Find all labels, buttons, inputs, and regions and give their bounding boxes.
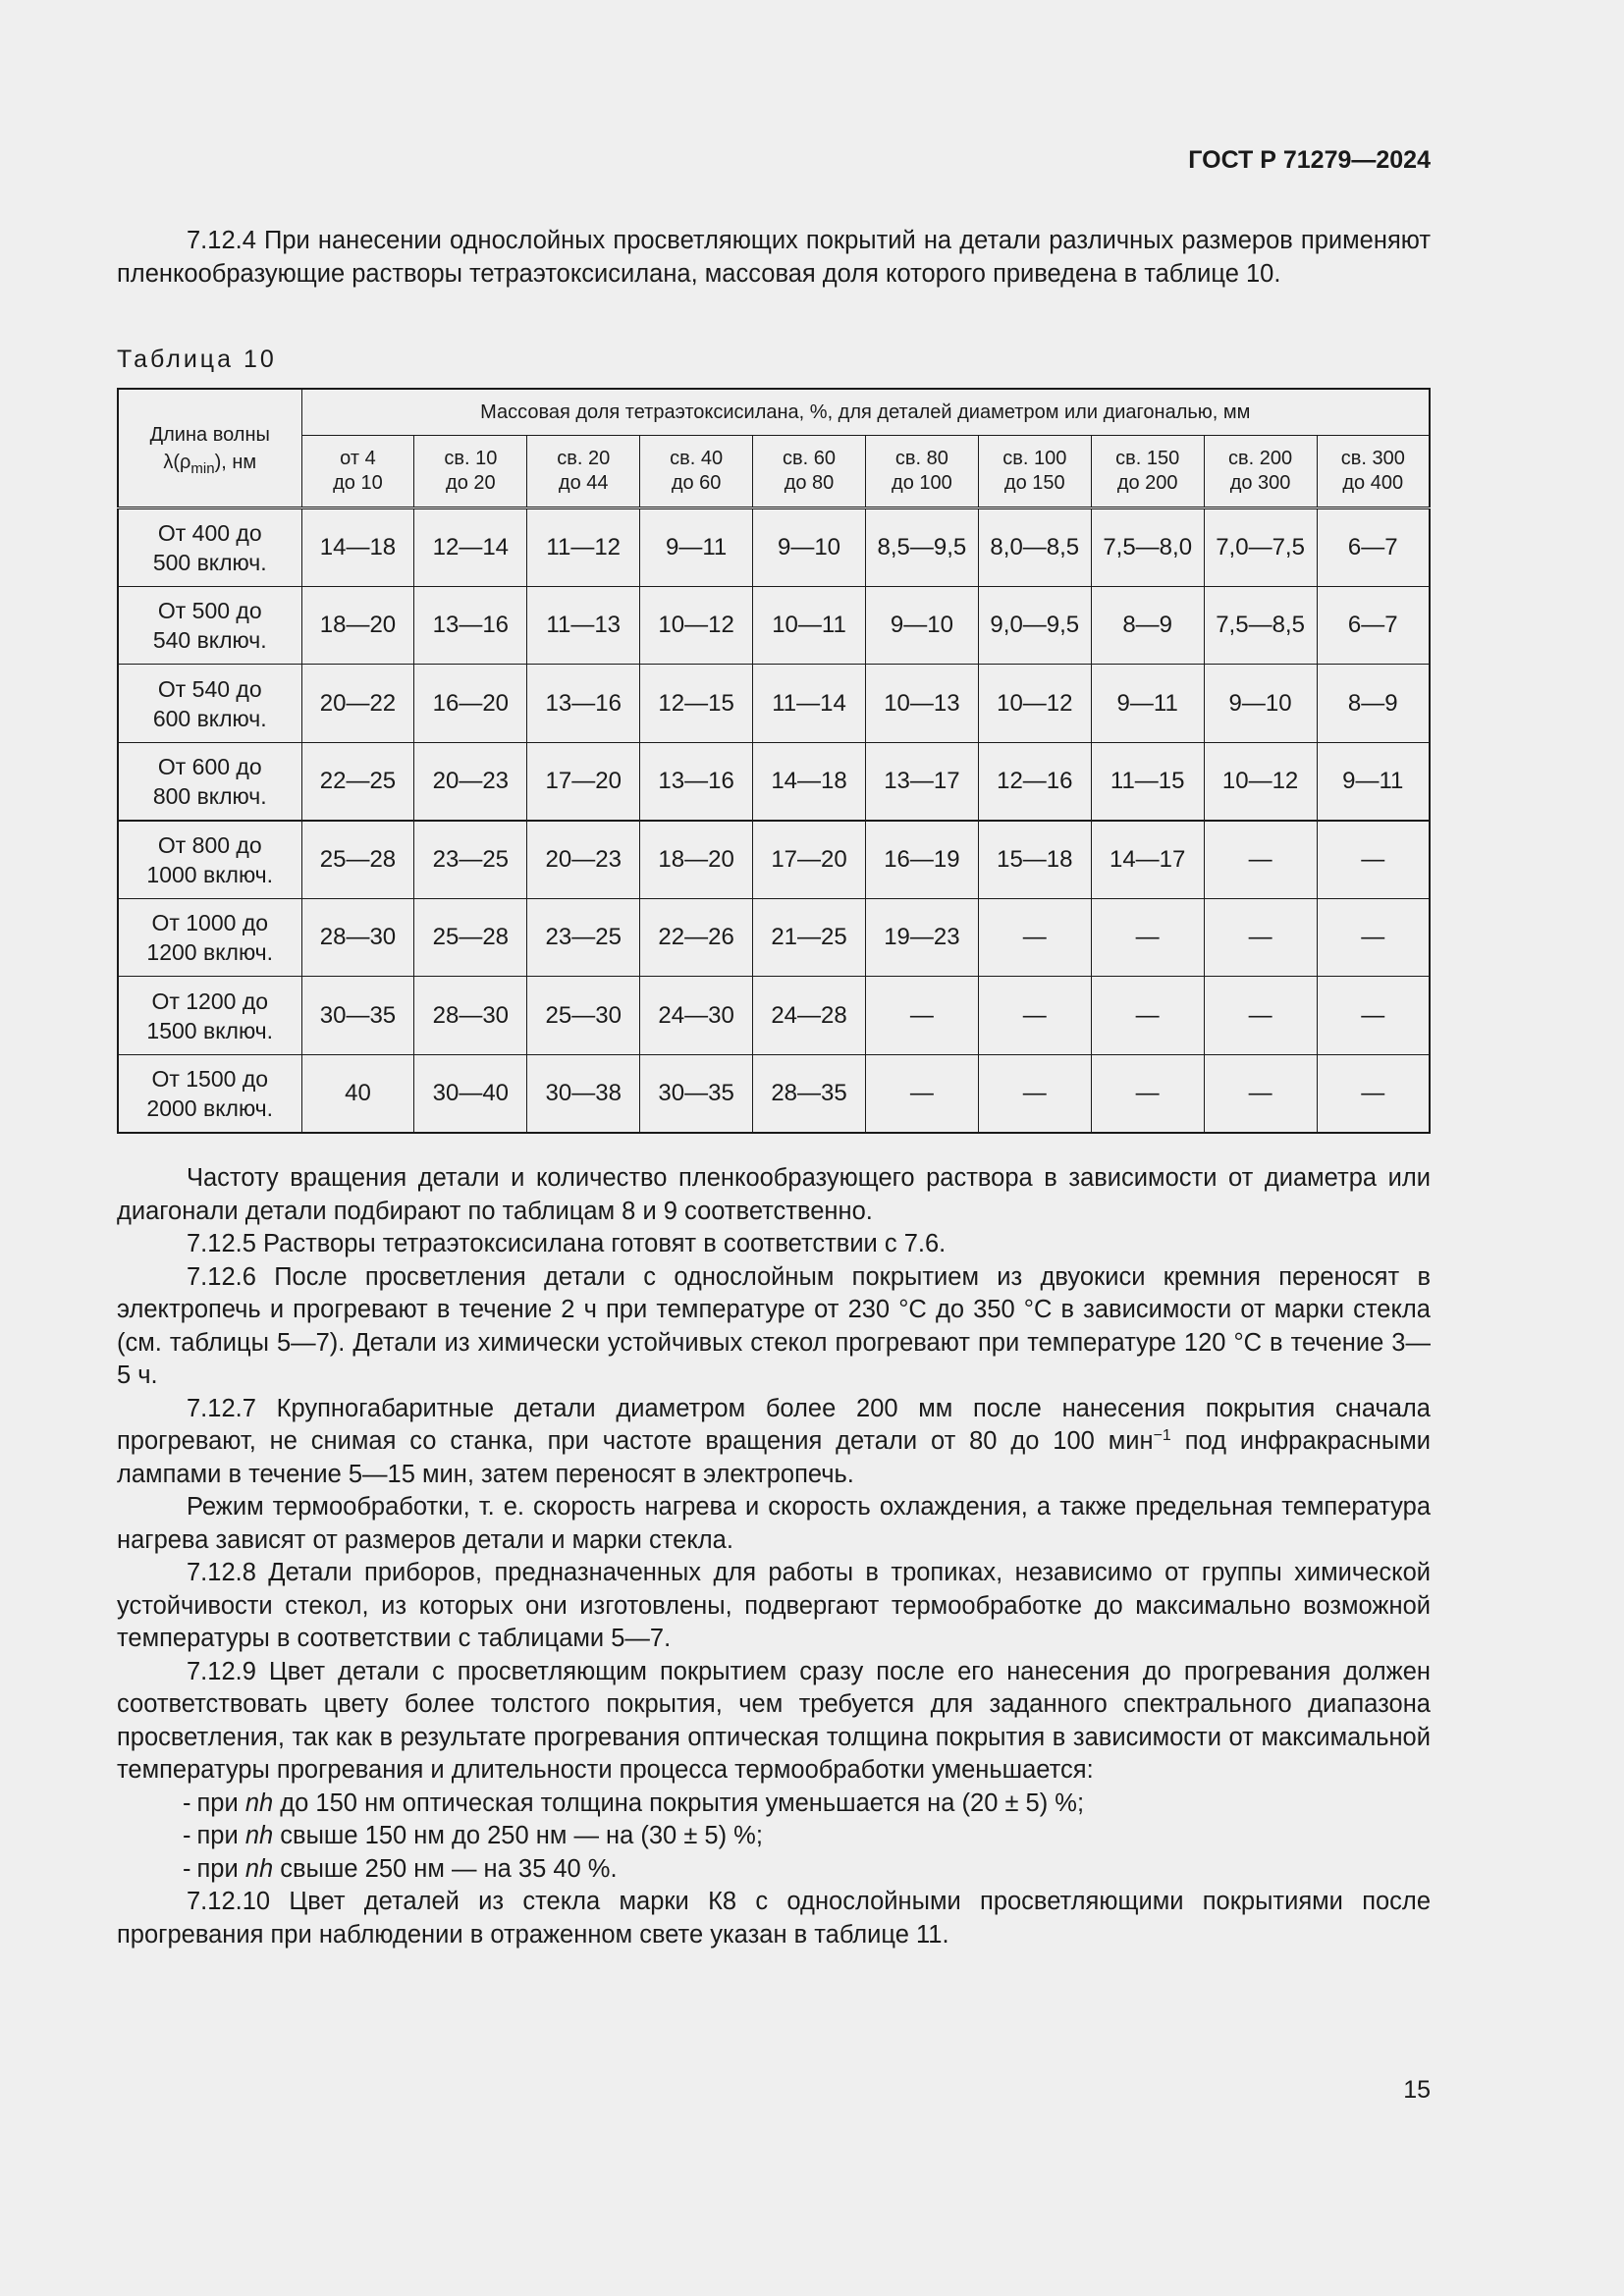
mass-fraction-cell: 6—7 (1317, 508, 1430, 587)
wavelength-range-line: От 800 до (157, 832, 262, 859)
wavelength-range-line: От 1200 до (151, 988, 269, 1014)
mass-fraction-cell: 10—12 (978, 665, 1091, 742)
mass-fraction-cell: — (1317, 821, 1430, 899)
mass-fraction-cell: 30—35 (640, 1054, 753, 1133)
list-dash: - (183, 1854, 191, 1883)
mass-fraction-cell: — (1317, 1054, 1430, 1133)
mass-fraction-cell: 9—10 (865, 587, 978, 665)
wavelength-range-line: 2000 включ. (146, 1095, 274, 1121)
mass-fraction-cell: 8—9 (1317, 665, 1430, 742)
mass-fraction-cell: 17—20 (753, 821, 866, 899)
mass-fraction-cell: 22—25 (301, 742, 414, 821)
list-text: при (196, 1822, 245, 1849)
mass-fraction-cell: — (978, 977, 1091, 1054)
wavelength-header-sub: min (190, 459, 215, 477)
table-row (118, 977, 1430, 1054)
wavelength-header-tail: ), нм (214, 451, 257, 473)
mass-fraction-cell: — (1204, 977, 1317, 1054)
mass-fraction-cell: 21—25 (753, 899, 866, 977)
diameter-header-line: до 10 (333, 472, 383, 494)
diameter-column-header (527, 436, 640, 508)
mass-fraction-cell: 12—14 (414, 508, 527, 587)
reduction-list (117, 1788, 1431, 1887)
mass-fraction-cell: 16—19 (865, 821, 978, 899)
mass-fraction-cell: — (1204, 1054, 1317, 1133)
mass-fraction-cell: 8—9 (1091, 587, 1204, 665)
mass-fraction-cell: 13—16 (527, 665, 640, 742)
mass-fraction-cell: 22—26 (640, 899, 753, 977)
mass-fraction-cell: 12—15 (640, 665, 753, 742)
mass-fraction-cell: 30—35 (301, 977, 414, 1054)
mass-fraction-cell: 13—17 (865, 742, 978, 821)
mass-fraction-cell: 9—11 (1091, 665, 1204, 742)
mass-fraction-cell: 20—23 (414, 742, 527, 821)
diameter-header-line: до 150 (1003, 472, 1065, 494)
mass-fraction-cell: 24—28 (753, 977, 866, 1054)
mass-fraction-cell: — (1204, 899, 1317, 977)
wavelength-range-cell (118, 821, 301, 899)
mass-fraction-cell: 11—14 (753, 665, 866, 742)
diameter-header-line: св. 100 (1002, 448, 1067, 469)
paragraph-7-12-7-b: под инфракрасными лампами в течение 5—15 мин, затем переносят в электропечь. (117, 1427, 1432, 1488)
list-variable: nh (244, 1789, 274, 1817)
mass-fraction-cell: 11—13 (527, 587, 640, 665)
mass-fraction-cell: 14—18 (753, 742, 866, 821)
table-row (118, 587, 1430, 665)
mass-fraction-cell: — (1317, 977, 1430, 1054)
page-number: 15 (1403, 2076, 1431, 2104)
wavelength-range-line: 540 включ. (152, 627, 267, 654)
mass-fraction-cell: 10—13 (865, 665, 978, 742)
mass-fraction-cell: 28—30 (414, 977, 527, 1054)
diameter-column-header (640, 436, 753, 508)
diameter-header-line: св. 200 (1228, 448, 1293, 469)
paragraph-7-12-8: 7.12.8 Детали приборов, предназначенных для работы в тропиках, независимо от группы химической устойчивости стекол, из которых они изготовлены, подвергают термообработке до максимально возможной температуры в соответствии с таблицами 5—7. (117, 1559, 1431, 1652)
diameter-header-line: от 4 (340, 448, 376, 469)
diameter-column-header (1317, 436, 1430, 508)
wavelength-header-lambda: λ(ρ (163, 451, 191, 473)
mass-fraction-cell: 25—28 (414, 899, 527, 977)
mass-fraction-cell: 18—20 (301, 587, 414, 665)
diameter-header-line: до 100 (892, 472, 952, 494)
mass-fraction-cell: 14—18 (301, 508, 414, 587)
diameter-header-line: до 20 (446, 472, 496, 494)
paragraph-7-12-6: 7.12.6 После просветления детали с однослойным покрытием из двуокиси кремния переносят в электропечь и прогревают в течение 2 ч при температуре от 230 °C до 350 °C в зависимости от марки стекла (см. таблицы 5—7). Детали из химически устойчивых стекол прогревают при температуре 120 °C в течение 3—5 ч. (117, 1262, 1431, 1389)
mass-fraction-cell: 12—16 (978, 742, 1091, 821)
diameter-header-line: св. 150 (1115, 448, 1180, 469)
mass-fraction-cell: 28—35 (753, 1054, 866, 1133)
diameter-column-header (1204, 436, 1317, 508)
table-caption: Таблица 10 (117, 346, 277, 373)
mass-fraction-cell: 23—25 (414, 821, 527, 899)
list-text: свыше 250 нм — на 35 40 %. (273, 1854, 618, 1883)
wavelength-range-cell (118, 508, 301, 587)
list-text: до 150 нм оптическая толщина покрытия уменьшается на (20 ± 5) %; (273, 1789, 1085, 1817)
paragraph-7-12-9: 7.12.9 Цвет детали с просветляющим покрытием сразу после его нанесения до прогревания должен соответствовать цвету более толстого покрытия, чем требуется для заданного спектрального диапазона просветления, так как в результате прогревания оптическая толщина покрытия в зависимости от максимальной температуры прогревания и длительности процесса термообработки уменьшается: (117, 1657, 1431, 1784)
wavelength-range-cell (118, 899, 301, 977)
table-body (118, 508, 1430, 1134)
wavelength-range-line: 800 включ. (152, 782, 267, 809)
wavelength-range-line: От 1500 до (151, 1065, 269, 1092)
mass-fraction-cell: 40 (301, 1054, 414, 1133)
mass-fraction-cell: 13—16 (414, 587, 527, 665)
list-text: свыше 150 нм до 250 нм — на (30 ± 5) %; (273, 1822, 763, 1849)
mass-fraction-cell: 28—30 (301, 899, 414, 977)
wavelength-range-cell (118, 977, 301, 1054)
mass-fraction-cell: 20—22 (301, 665, 414, 742)
mass-fraction-cell: — (865, 977, 978, 1054)
diameter-header-row (118, 436, 1430, 508)
diameter-header-line: св. 40 (670, 448, 724, 469)
mass-fraction-cell: 8,0—8,5 (978, 508, 1091, 587)
wavelength-range-cell (118, 587, 301, 665)
list-item (117, 1820, 1431, 1853)
table-row (118, 665, 1430, 742)
paragraph-7-12-5: 7.12.5 Растворы тетраэтоксисилана готовят в соответствии с 7.6. (187, 1230, 947, 1257)
list-variable: nh (244, 1854, 274, 1883)
list-text: при (196, 1854, 245, 1883)
mass-fraction-cell: — (1091, 1054, 1204, 1133)
mass-fraction-cell: — (978, 1054, 1091, 1133)
diameter-header-line: до 60 (671, 472, 722, 494)
mass-fraction-cell: 14—17 (1091, 821, 1204, 899)
diameter-header-line: св. 60 (783, 448, 836, 469)
diameter-header-line: св. 300 (1340, 448, 1405, 469)
diameter-column-header (978, 436, 1091, 508)
mass-fraction-cell: 16—20 (414, 665, 527, 742)
mass-fraction-cell: 15—18 (978, 821, 1091, 899)
table-row (118, 508, 1430, 587)
diameter-column-header (414, 436, 527, 508)
mass-fraction-cell: 30—40 (414, 1054, 527, 1133)
concentration-table (117, 388, 1431, 1134)
mass-fraction-cell: 9—10 (1204, 665, 1317, 742)
diameter-header-line: св. 80 (894, 448, 948, 469)
mass-fraction-cell: 7,5—8,5 (1204, 587, 1317, 665)
wavelength-range-line: 1000 включ. (146, 862, 274, 888)
list-dash: - (183, 1789, 191, 1817)
list-item (117, 1788, 1431, 1821)
mass-fraction-cell: 7,0—7,5 (1204, 508, 1317, 587)
mass-fraction-cell: 9—10 (753, 508, 866, 587)
wavelength-range-line: 500 включ. (152, 550, 267, 576)
mass-fraction-cell: 18—20 (640, 821, 753, 899)
mass-fraction-cell: 20—23 (527, 821, 640, 899)
paragraph-7-12-4: 7.12.4 При нанесении однослойных просветляющих покрытий на детали различных размеров применяют пленкообразующие растворы тетраэтоксисилана, массовая доля которого приведена в таблице 10. (117, 227, 1431, 288)
mass-fraction-cell: 30—38 (527, 1054, 640, 1133)
list-variable: nh (244, 1822, 274, 1849)
mass-fraction-cell: 17—20 (527, 742, 640, 821)
after-table-section (117, 1162, 1431, 1951)
mass-fraction-cell: 8,5—9,5 (865, 508, 978, 587)
table-row (118, 899, 1430, 977)
mass-fraction-cell: — (1091, 899, 1204, 977)
wavelength-range-line: От 1000 до (151, 910, 269, 936)
mass-fraction-cell: 9—11 (1317, 742, 1430, 821)
wavelength-range-line: 1500 включ. (146, 1017, 274, 1043)
mass-fraction-cell: 23—25 (527, 899, 640, 977)
diameter-header-line: до 400 (1342, 472, 1404, 494)
mass-fraction-cell: 6—7 (1317, 587, 1430, 665)
diameter-header-line: до 200 (1116, 472, 1178, 494)
mass-fraction-cell: — (978, 899, 1091, 977)
diameter-column-header (865, 436, 978, 508)
paragraph-rotation: Частоту вращения детали и количество пленкообразующего раствора в зависимости от диаметра или диагонали детали подбирают по таблицам 8 и 9 соответственно. (117, 1164, 1431, 1225)
diameter-header-line: до 300 (1229, 472, 1291, 494)
paragraph-7-12-10: 7.12.10 Цвет деталей из стекла марки К8 с однослойными просветляющими покрытиями после прогревания при наблюдении в отраженном свете указан в таблице 11. (117, 1888, 1431, 1949)
table-row (118, 1054, 1430, 1133)
diameter-column-header (301, 436, 414, 508)
list-text: при (196, 1789, 245, 1817)
document-id: ГОСТ Р 71279—2024 (1188, 146, 1431, 174)
wavelength-header-line1: Длина волны (149, 423, 270, 446)
wavelength-range-line: От 500 до (157, 598, 262, 624)
mass-fraction-cell: — (1317, 899, 1430, 977)
table-row (118, 742, 1430, 821)
mass-fraction-cell: 11—15 (1091, 742, 1204, 821)
wavelength-range-line: 600 включ. (152, 705, 267, 731)
mass-fraction-cell: — (1091, 977, 1204, 1054)
mass-fraction-cell: — (1204, 821, 1317, 899)
minus-one-superscript: −1 (1153, 1427, 1171, 1444)
paragraph-7-12-7-a: 7.12.7 Крупногабаритные детали диаметром более 200 мм после нанесения покрытия сначала прогревают, не снимая со станка, при частоте вращения детали от 80 до 100 мин (117, 1394, 1431, 1455)
wavelength-range-cell (118, 665, 301, 742)
diameter-header-line: св. 10 (444, 448, 498, 469)
paragraph-7-12-7 (117, 1393, 1431, 1492)
mass-fraction-cell: 9,0—9,5 (978, 587, 1091, 665)
mass-fraction-cell: — (865, 1054, 978, 1133)
wavelength-range-line: От 400 до (157, 520, 262, 547)
diameter-header-line: до 44 (558, 472, 609, 494)
wavelength-range-cell (118, 1054, 301, 1133)
wavelength-range-cell (118, 742, 301, 821)
mass-fraction-cell: 11—12 (527, 508, 640, 587)
mass-fraction-cell: 9—11 (640, 508, 753, 587)
list-dash: - (183, 1822, 191, 1849)
mass-fraction-cell: 10—12 (1204, 742, 1317, 821)
mass-fraction-cell: 24—30 (640, 977, 753, 1054)
paragraph-heat-mode: Режим термообработки, т. е. скорость нагрева и скорость охлаждения, а также предельная температура нагрева зависят от размеров детали и марки стекла. (117, 1493, 1431, 1554)
intro-section (117, 225, 1431, 291)
mass-fraction-cell: 10—11 (753, 587, 866, 665)
table-row (118, 821, 1430, 899)
mass-fraction-cell: 25—30 (527, 977, 640, 1054)
diameter-column-header (753, 436, 866, 508)
wavelength-header (118, 389, 301, 508)
mass-fraction-header: Массовая доля тетраэтоксисилана, %, для деталей диаметром или диагональю, мм (301, 389, 1430, 436)
diameter-header-line: св. 20 (557, 448, 611, 469)
wavelength-range-line: 1200 включ. (146, 939, 274, 966)
mass-fraction-cell: 25—28 (301, 821, 414, 899)
diameter-column-header (1091, 436, 1204, 508)
mass-fraction-cell: 13—16 (640, 742, 753, 821)
mass-fraction-cell: 10—12 (640, 587, 753, 665)
mass-fraction-cell: 19—23 (865, 899, 978, 977)
table-header-row (118, 389, 1430, 436)
wavelength-range-line: От 540 до (157, 675, 262, 702)
diameter-header-line: до 80 (784, 472, 835, 494)
list-item (117, 1853, 1431, 1887)
wavelength-range-line: От 600 до (157, 753, 262, 779)
mass-fraction-cell: 7,5—8,0 (1091, 508, 1204, 587)
